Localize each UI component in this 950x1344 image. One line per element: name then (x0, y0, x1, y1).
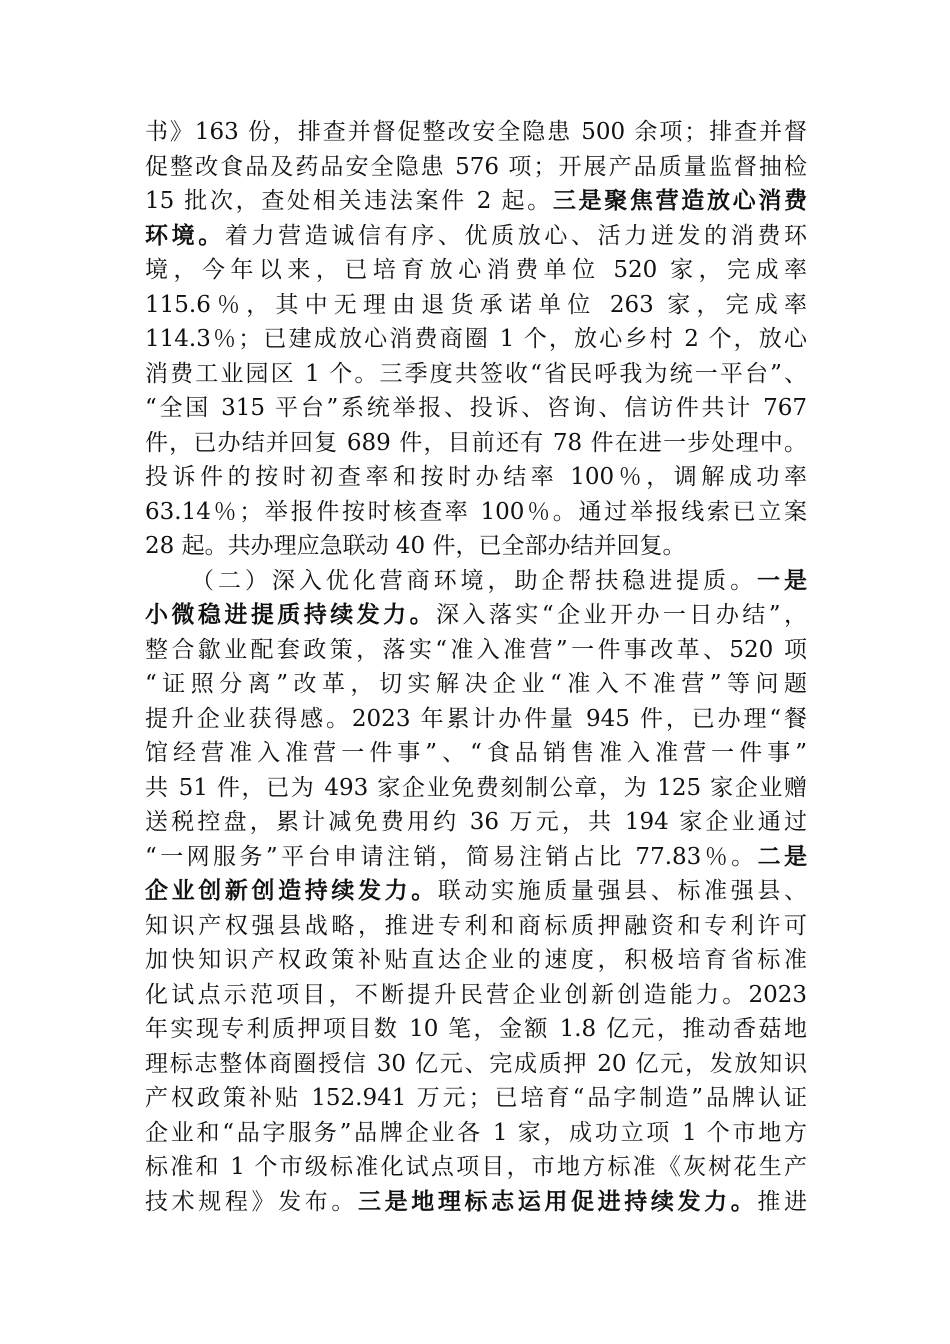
text-line: “证照分离”改革，切实解决企业“准入不准营”等问题 (145, 671, 807, 697)
section-heading-line: （二）深入优化营商环境，助企帮扶稳进提质。一是 (191, 566, 808, 594)
text-line: 整合歙业配套政策，落实“准入准营”一件事改革、520 项 (145, 636, 807, 663)
text-line: 知识产权强县战略，推进专利和商标质押融资和专利许可 (145, 912, 807, 939)
text-line: 标准和 1 个市级标准化试点项目，市地方标准《灰树花生产 (145, 1154, 807, 1180)
text-line: 环境。着力营造诚信有序、优质放心、活力迸发的消费环 (145, 221, 807, 249)
text-line: 件，已办结并回复 689 件，目前还有 78 件在进一步处理中。 (145, 429, 807, 456)
bold-heading: 一是 (757, 566, 808, 594)
text-line: 理标志整体商圈授信 30 亿元、完成质押 20 亿元，发放知识 (145, 1050, 807, 1077)
text-line: 化试点示范项目，不断提升民营企业创新创造能力。2023 (145, 981, 807, 1008)
text-line: 境，今年以来，已培育放心消费单位 520 家，完成率 (145, 257, 807, 283)
body-text (145, 115, 807, 1219)
text-line: 产权政策补贴 152.941 万元；已培育“品字制造”品牌认证 (145, 1085, 807, 1111)
bold-heading: 企业创新创造持续发力。 (145, 877, 438, 904)
text-line: “全国 315 平台”系统举报、投诉、咨询、信访件共计 767 (145, 395, 807, 421)
text-line: 消费工业园区 1 个。三季度共签收“省民呼我为统一平台”、 (145, 360, 807, 387)
text-line: 书》163 份，排查并督促整改安全隐患 500 余项；排查并督 (145, 119, 807, 145)
bold-heading: 三是聚焦营造放心消费 (552, 187, 808, 214)
text-line: 技术规程》发布。三是地理标志运用促进持续发力。推进 (145, 1187, 807, 1215)
text-line: 小微稳进提质持续发力。深入落实“企业开办一日办结”， (145, 601, 807, 628)
text-line: 提升企业获得感。2023 年累计办件量 945 件，已办理“餐 (145, 705, 807, 732)
text-line: 企业创新创造持续发力。联动实施质量强县、标准强县、 (145, 877, 807, 904)
text-line: 年实现专利质押项目数 10 笔，金额 1.8 亿元，推动香菇地 (145, 1016, 807, 1042)
text-line: 企业和“品字服务”品牌企业各 1 家，成功立项 1 个市地方 (145, 1119, 807, 1146)
text-line: 15 批次，查处相关违法案件 2 起。三是聚焦营造放心消费 (145, 187, 808, 214)
text-line: 共 51 件，已为 493 家企业免费刻制公章，为 125 家企业赠 (145, 774, 807, 801)
bold-heading: 三是地理标志运用促进持续发力。 (358, 1187, 758, 1215)
text-line: 114.3％；已建成放心消费商圈 1 个，放心乡村 2 个，放心 (145, 326, 807, 352)
bold-heading: 环境。 (145, 221, 225, 249)
bold-heading: 二是 (757, 842, 808, 870)
text-line: 促整改食品及药品安全隐患 576 项；开展产品质量监督抽检 (145, 153, 807, 180)
text-line: 28 起。共办理应急联动 40 件，已全部办结并回复。 (145, 533, 686, 559)
text-line: 115.6％，其中无理由退货承诺单位 263 家，完成率 (145, 291, 807, 318)
text-line: 投诉件的按时初查率和按时办结率 100％，调解成功率 (145, 464, 807, 490)
text-line: 馆经营准入准营一件事”、“食品销售准入准营一件事” (145, 740, 807, 766)
text-line: 加快知识产权政策补贴直达企业的速度，积极培育省标准 (145, 947, 807, 973)
text-line: 送税控盘，累计减免费用约 36 万元，共 194 家企业通过 (145, 809, 807, 835)
text-line: 63.14％；举报件按时核查率 100％。通过举报线索已立案 (145, 498, 807, 525)
text-line: “一网服务”平台申请注销，简易注销占比 77.83％。二是 (145, 842, 808, 870)
bold-heading: 小微稳进提质持续发力。 (145, 601, 437, 628)
